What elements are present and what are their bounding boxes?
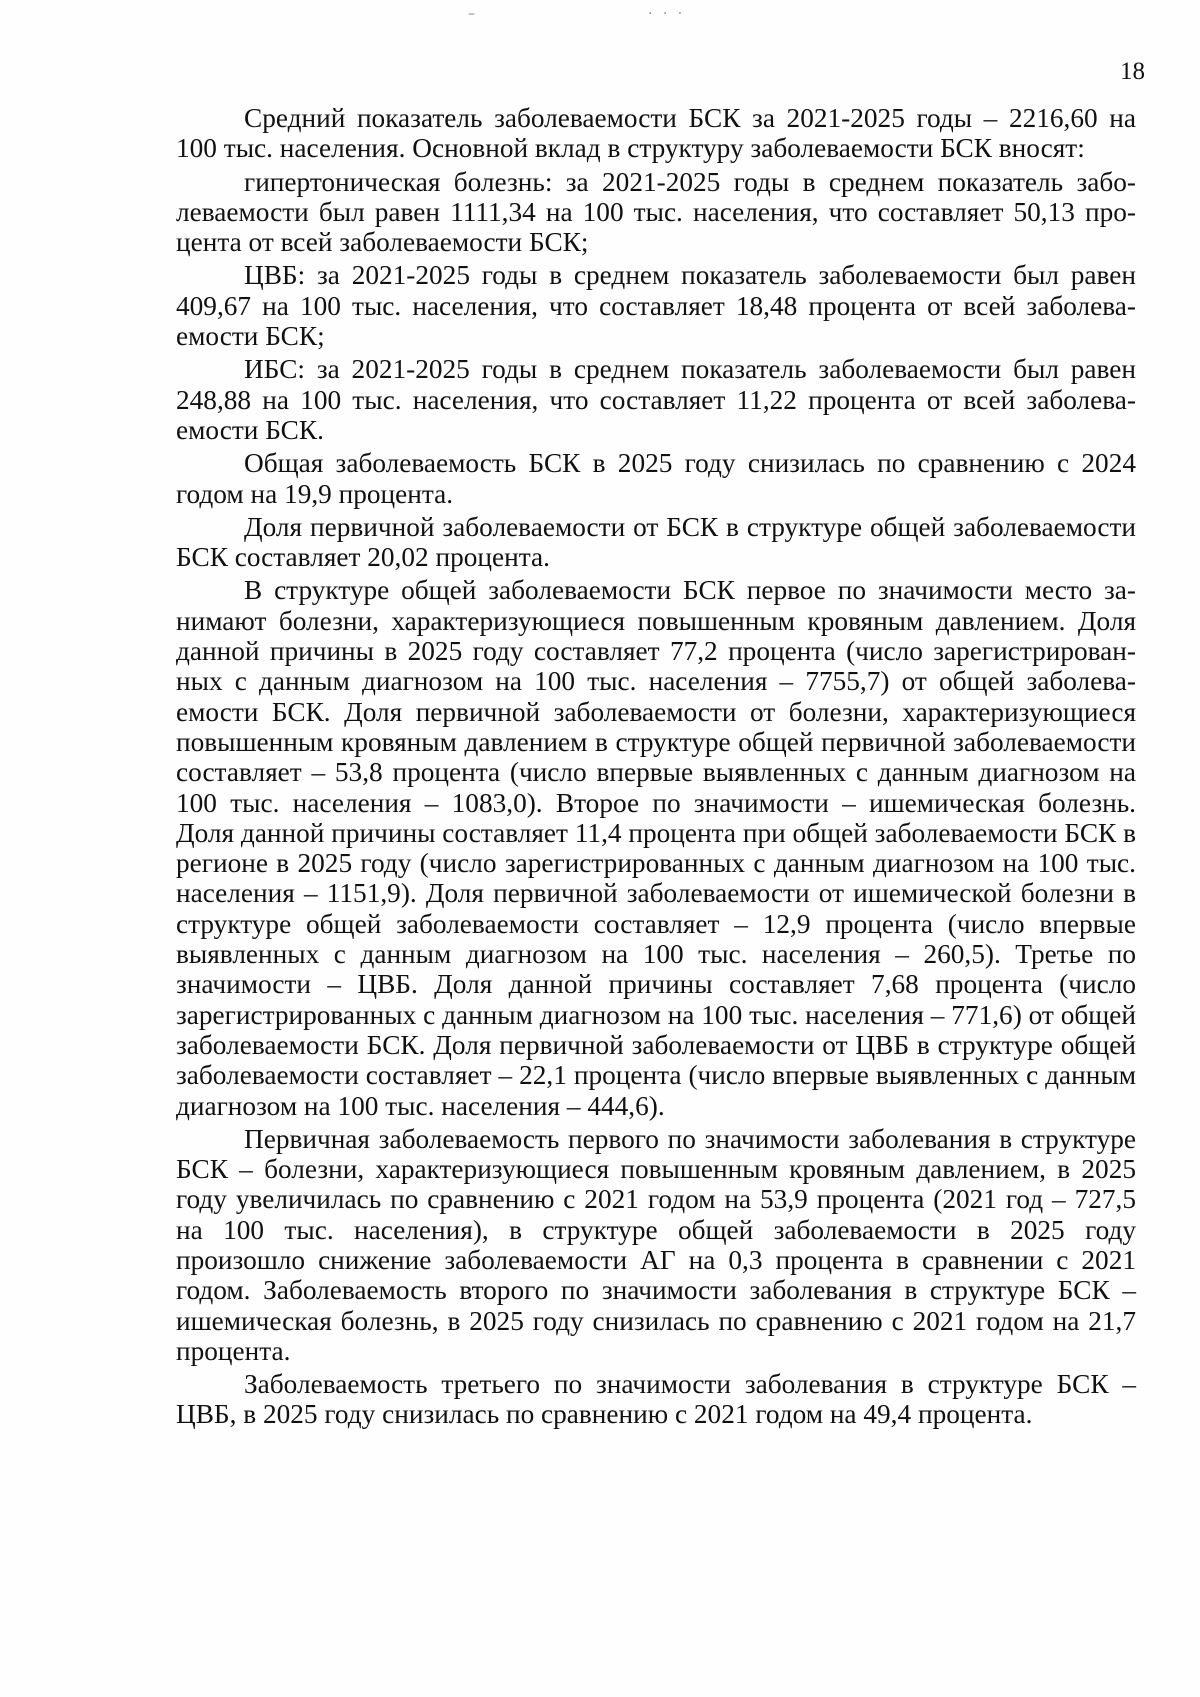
paragraph-structure-ranking: В структуре общей заболеваемости БСК первое по значимости место занимают болезни, характеризующиеся повышенным кровяным давлением. Доля данной причины в 2025 году составляет 77,2 процента (число зарегистрированных с данным диагнозом на 100 тыс. населения – 7755,7) от общей заболеваемости БСК. Доля первичной заболеваемости от болезни, характеризующиеся повышенным кровяным давлением в структуре общей первичной заболеваемости составляет – 53,8 процента (число впервые выявленных с данным диагнозом на 100 тыс. населения – 1083,0). Второе по значимости – ишемическая болезнь. Доля данной причины составляет 11,4 процента при общей заболеваемости БСК в регионе в 2025 году (число зарегистрированных с данным диагнозом на 100 тыс. населения – 1151,9). Доля первичной заболеваемости от ишемической болезни в структуре общей заболеваемости составляет – 12,9 процента (число впервые выявленных с данным диагнозом на 100 тыс. населения – 260,5). Третье по значимости – ЦВБ. Доля данной причины составляет 7,68 процента (число зарегистрированных с данным диагнозом на 100 тыс. населения – 771,6) от общей заболеваемости БСК. Доля первичной заболеваемости от ЦВБ в структуре общей заболеваемости составляет – 22,1 процента (число впервые выявленных с данным диагнозом на 100 тыс. населения – 444,6). (176, 575, 1136, 1121)
paragraph-primary-incidence-dynamics: Первичная заболеваемость первого по значимости заболевания в структуре БСК – болезни, характеризующиеся повышенным кровяным давлением, в 2025 году увеличилась по сравнению с 2021 годом на 53,9 процента (2021 год – 727,5 на 100 тыс. населения), в структуре общей заболеваемости в 2025 году произошло снижение заболеваемости АГ на 0,3 процента в сравнении с 2021 годом. Заболеваемость второго по значимости заболевания в структуре БСК – ишемическая болезнь, в 2025 году снизилась по сравнению с 2021 годом на 21,7 процента. (176, 1123, 1136, 1366)
document-body (176, 103, 1136, 1430)
scan-artifact-dots: · · · (648, 6, 686, 22)
page-number: 18 (1120, 58, 1145, 85)
paragraph-total-incidence-change: Общая заболеваемость БСК в 2025 году снизилась по сравнению с 2024 годом на 19,9 процента. (176, 448, 1136, 509)
paragraph-primary-incidence-share: Доля первичной заболеваемости от БСК в структуре общей заболеваемости БСК составляет 20,02 процента. (176, 511, 1136, 573)
scan-artifact-mark: – (468, 6, 478, 22)
paragraph-cerebrovascular: ЦВБ: за 2021-2025 годы в среднем показатель заболеваемости был равен 409,67 на 100 тыс. населения, что составляет 18,48 процента от всей заболеваемости БСК; (176, 260, 1136, 352)
paragraph-cerebrovascular-dynamics: Заболеваемость третьего по значимости заболевания в структуре БСК – ЦВБ, в 2025 году снизилась по сравнению с 2021 годом на 49,4 процента. (176, 1369, 1136, 1430)
paragraph-average-incidence: Средний показатель заболеваемости БСК за 2021-2025 годы – 2216,60 на 100 тыс. населения. Основной вклад в структуру заболеваемости БСК вносят: (176, 103, 1136, 164)
paragraph-hypertension: гипертоническая болезнь: за 2021-2025 годы в среднем показатель заболеваемости был равен 1111,34 на 100 тыс. населения, что составляет 50,13 процента от всей заболеваемости БСК; (176, 166, 1136, 258)
paragraph-ischemic-heart-disease: ИБС: за 2021-2025 годы в среднем показатель заболеваемости был равен 248,88 на 100 тыс. населения, что составляет 11,22 процента от всей заболеваемости БСК. (176, 354, 1136, 445)
